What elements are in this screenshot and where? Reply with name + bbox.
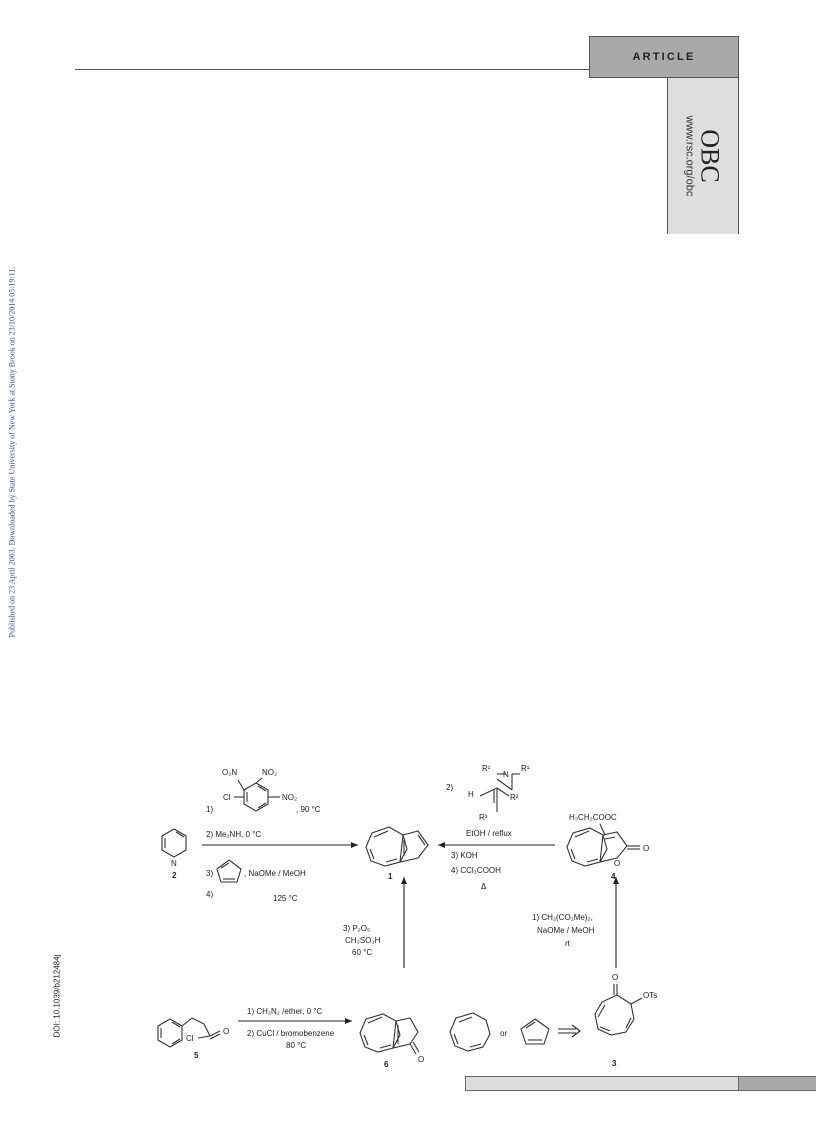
or-label: or [500, 1029, 508, 1038]
acyl-o-label: O [223, 1027, 230, 1036]
azulene-structure [366, 827, 428, 866]
heat-symbol: Δ [481, 882, 487, 891]
published-note[interactable]: Published on 23 April 2003. Downloaded by State University of New York at Stony Brook on 23/10/2014 05:19:11. [7, 266, 17, 638]
ester-label: H₃CH₂COOC [569, 813, 617, 822]
malonate-line2: NaOMe / MeOH [537, 926, 595, 935]
p2o5-line2: CH₃SO₃H [345, 936, 381, 945]
compound-2-label: 2 [172, 871, 177, 880]
n-label: N [503, 770, 509, 779]
diazo-line2: 2) CuCl / bromobenzene [247, 1029, 335, 1038]
koh-step: 3) KOH [451, 851, 478, 860]
p2o5-line3: 60 °C [352, 948, 373, 957]
enamine-conditions: EtOH / reflux [466, 829, 512, 838]
enamine-step-number: 2) [446, 783, 454, 792]
r1a-label: R¹ [482, 764, 491, 773]
cyclopentadiene-structure [217, 860, 241, 882]
cycloheptatriene-structure [450, 1013, 490, 1051]
ketone-o-label: O [418, 1055, 425, 1064]
h-label: H [468, 790, 474, 799]
diazo-line1: 1) CH₂N₂ /ether, 0 °C [247, 1007, 323, 1016]
pyridine-n: N [171, 859, 177, 868]
compound-5-label: 5 [194, 1051, 199, 1060]
footer-bar [465, 1076, 739, 1091]
article-label: ARTICLE [589, 36, 739, 78]
malonate-line3: rt [565, 939, 570, 948]
pyridine-structure [162, 829, 186, 857]
malonate-line1: 1) CH₂(CO₂Me)₂, [532, 913, 593, 922]
step3-number: 3) [206, 869, 214, 878]
journal-abbrev: OBC [695, 129, 725, 183]
retrosynthesis-arrow [558, 1025, 580, 1037]
dinitrochlorobenzene-structure [234, 778, 280, 811]
r2-label: R² [510, 793, 519, 802]
cyclopentadiene-structure-2 [521, 1019, 549, 1044]
tropone-o-label: O [612, 973, 619, 982]
r3-label: R³ [479, 813, 488, 822]
r1b-label: R¹ [521, 764, 530, 773]
carbonyl-o-label: O [643, 844, 650, 853]
acyl-cl-label: Cl [186, 1034, 194, 1043]
journal-url[interactable]: www.rsc.org/obc [683, 115, 696, 197]
compound-6-label: 6 [384, 1060, 389, 1069]
step1-number: 1) [206, 805, 214, 814]
dihydroazulenone-structure [360, 1014, 419, 1054]
ots-label: OTs [643, 991, 658, 1000]
tropolone-tosylate-structure [595, 984, 642, 1035]
cl-label: Cl [223, 793, 231, 802]
footer-page-tab [739, 1076, 816, 1091]
o2n-label: O₂N [222, 768, 238, 777]
doi-label: DOI: 10.1039/b212484j [52, 954, 62, 1038]
step4-number: 4) [206, 890, 214, 899]
azulenofuranone-structure [567, 824, 640, 866]
step2-conditions: 2) Me₂NH, 0 °C [206, 830, 262, 839]
compound-1-label: 1 [388, 872, 393, 881]
compound-4-label: 4 [611, 872, 616, 881]
no2-top-label: NO₂ [262, 768, 278, 777]
ring-o-label: O [614, 859, 621, 868]
tca-step: 4) CCl₃COOH [451, 866, 501, 875]
no2-right-label: NO₂ [282, 793, 298, 802]
compound-3-label: 3 [612, 1059, 617, 1068]
step1-conditions: , 90 °C [296, 805, 321, 814]
step3-conditions: , NaOMe / MeOH [244, 869, 306, 878]
p2o5-line1: 3) P₂O₅ [343, 924, 371, 933]
diazo-line3: 80 °C [286, 1041, 307, 1050]
step4-conditions: 125 °C [273, 894, 298, 903]
